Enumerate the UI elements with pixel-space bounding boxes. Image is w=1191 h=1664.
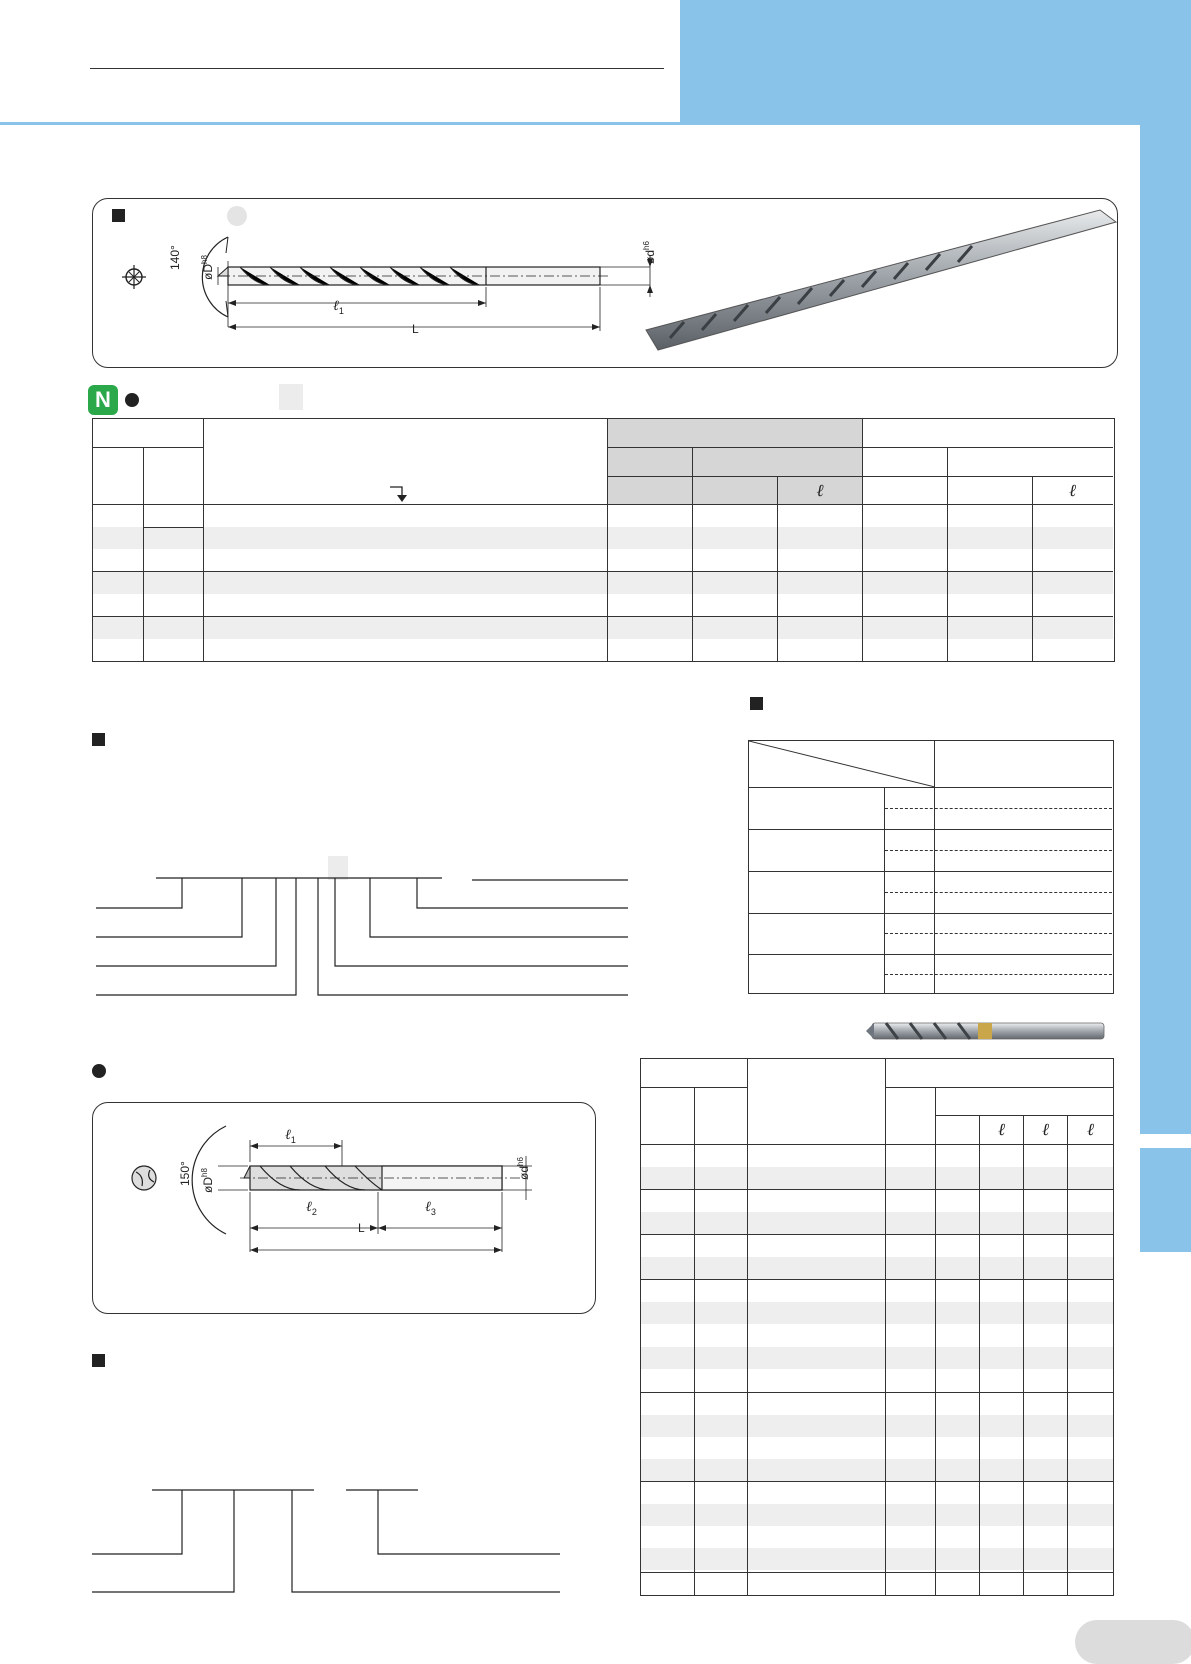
n-badge-icon: N [88, 385, 118, 415]
side-index-tab[interactable] [1140, 1148, 1191, 1252]
short-tip-diameter-symbol: øD [201, 1177, 215, 1193]
short-l1-label [285, 1126, 296, 1145]
short-l3-subscript: 3 [430, 1206, 436, 1217]
page-number-pill [1075, 1620, 1191, 1664]
short-point-angle-label: 150° [178, 1161, 192, 1186]
header-rule [90, 68, 664, 69]
section-square-icon-4 [92, 1354, 105, 1367]
short-shank-diameter-tolerance: h6 [516, 1157, 525, 1166]
short-l3-symbol: ℓ [425, 1199, 431, 1215]
tip-diameter-label [200, 255, 215, 280]
short-shank-diameter-symbol: ød [517, 1165, 531, 1180]
series-dot-icon-2 [92, 1064, 106, 1078]
short-overall-length-label: L [358, 1221, 365, 1235]
section-square-icon-3 [750, 697, 763, 710]
flute-length-label [333, 297, 344, 316]
ell-header-2: ℓ [1068, 481, 1077, 501]
short-tip-diameter-label [200, 1168, 215, 1193]
short-drill-photo [866, 1019, 1108, 1043]
series-dot-icon [125, 393, 139, 407]
short-l1-symbol: ℓ [285, 1127, 291, 1143]
shank-diameter-symbol: ød [643, 249, 657, 264]
main-spec-table [92, 418, 1115, 662]
short-l2-subscript: 2 [311, 1206, 317, 1217]
header-underline [0, 122, 1140, 125]
condition-matrix-table [748, 740, 1114, 994]
short-tip-diameter-tolerance: h8 [200, 1168, 209, 1177]
section-square-icon [112, 209, 125, 222]
shank-diameter-tolerance: h6 [642, 241, 651, 250]
header-blue-band [680, 0, 1191, 124]
short-drill-drawing [120, 1110, 580, 1290]
tip-diameter-tolerance: h8 [200, 255, 209, 264]
side-index-bar [1140, 124, 1191, 1134]
coating-circle-icon [227, 206, 247, 226]
flute-length-subscript: 1 [338, 305, 344, 316]
code-designation-diagram-2 [88, 1484, 568, 1594]
long-drill-drawing [110, 225, 670, 355]
short-l2-label [306, 1198, 317, 1217]
short-l3-label [425, 1198, 436, 1217]
main-table-header [93, 419, 1113, 505]
lower-ell-header-2: ℓ [1041, 1120, 1050, 1140]
lower-ell-header-3: ℓ [1086, 1120, 1095, 1140]
drill-point-view-icon-2 [132, 1166, 156, 1190]
short-shank-diameter-label [516, 1157, 531, 1180]
long-drill-photo [640, 200, 1120, 360]
short-l2-symbol: ℓ [306, 1199, 312, 1215]
section-square-icon-2 [92, 733, 105, 746]
sort-arrow-icon [388, 485, 412, 503]
short-l1-subscript: 1 [290, 1134, 296, 1145]
code-designation-diagram [92, 870, 632, 1000]
lower-ell-header-1: ℓ [997, 1120, 1006, 1140]
series-tag-box [279, 384, 303, 410]
tip-diameter-symbol: øD [201, 264, 215, 280]
drill-point-view-icon [122, 265, 146, 289]
ell-header-1: ℓ [778, 477, 863, 505]
lower-spec-table [640, 1058, 1114, 1596]
point-angle-label: 140° [168, 245, 182, 270]
flute-length-symbol: ℓ [333, 298, 339, 314]
overall-length-label: L [412, 322, 419, 336]
